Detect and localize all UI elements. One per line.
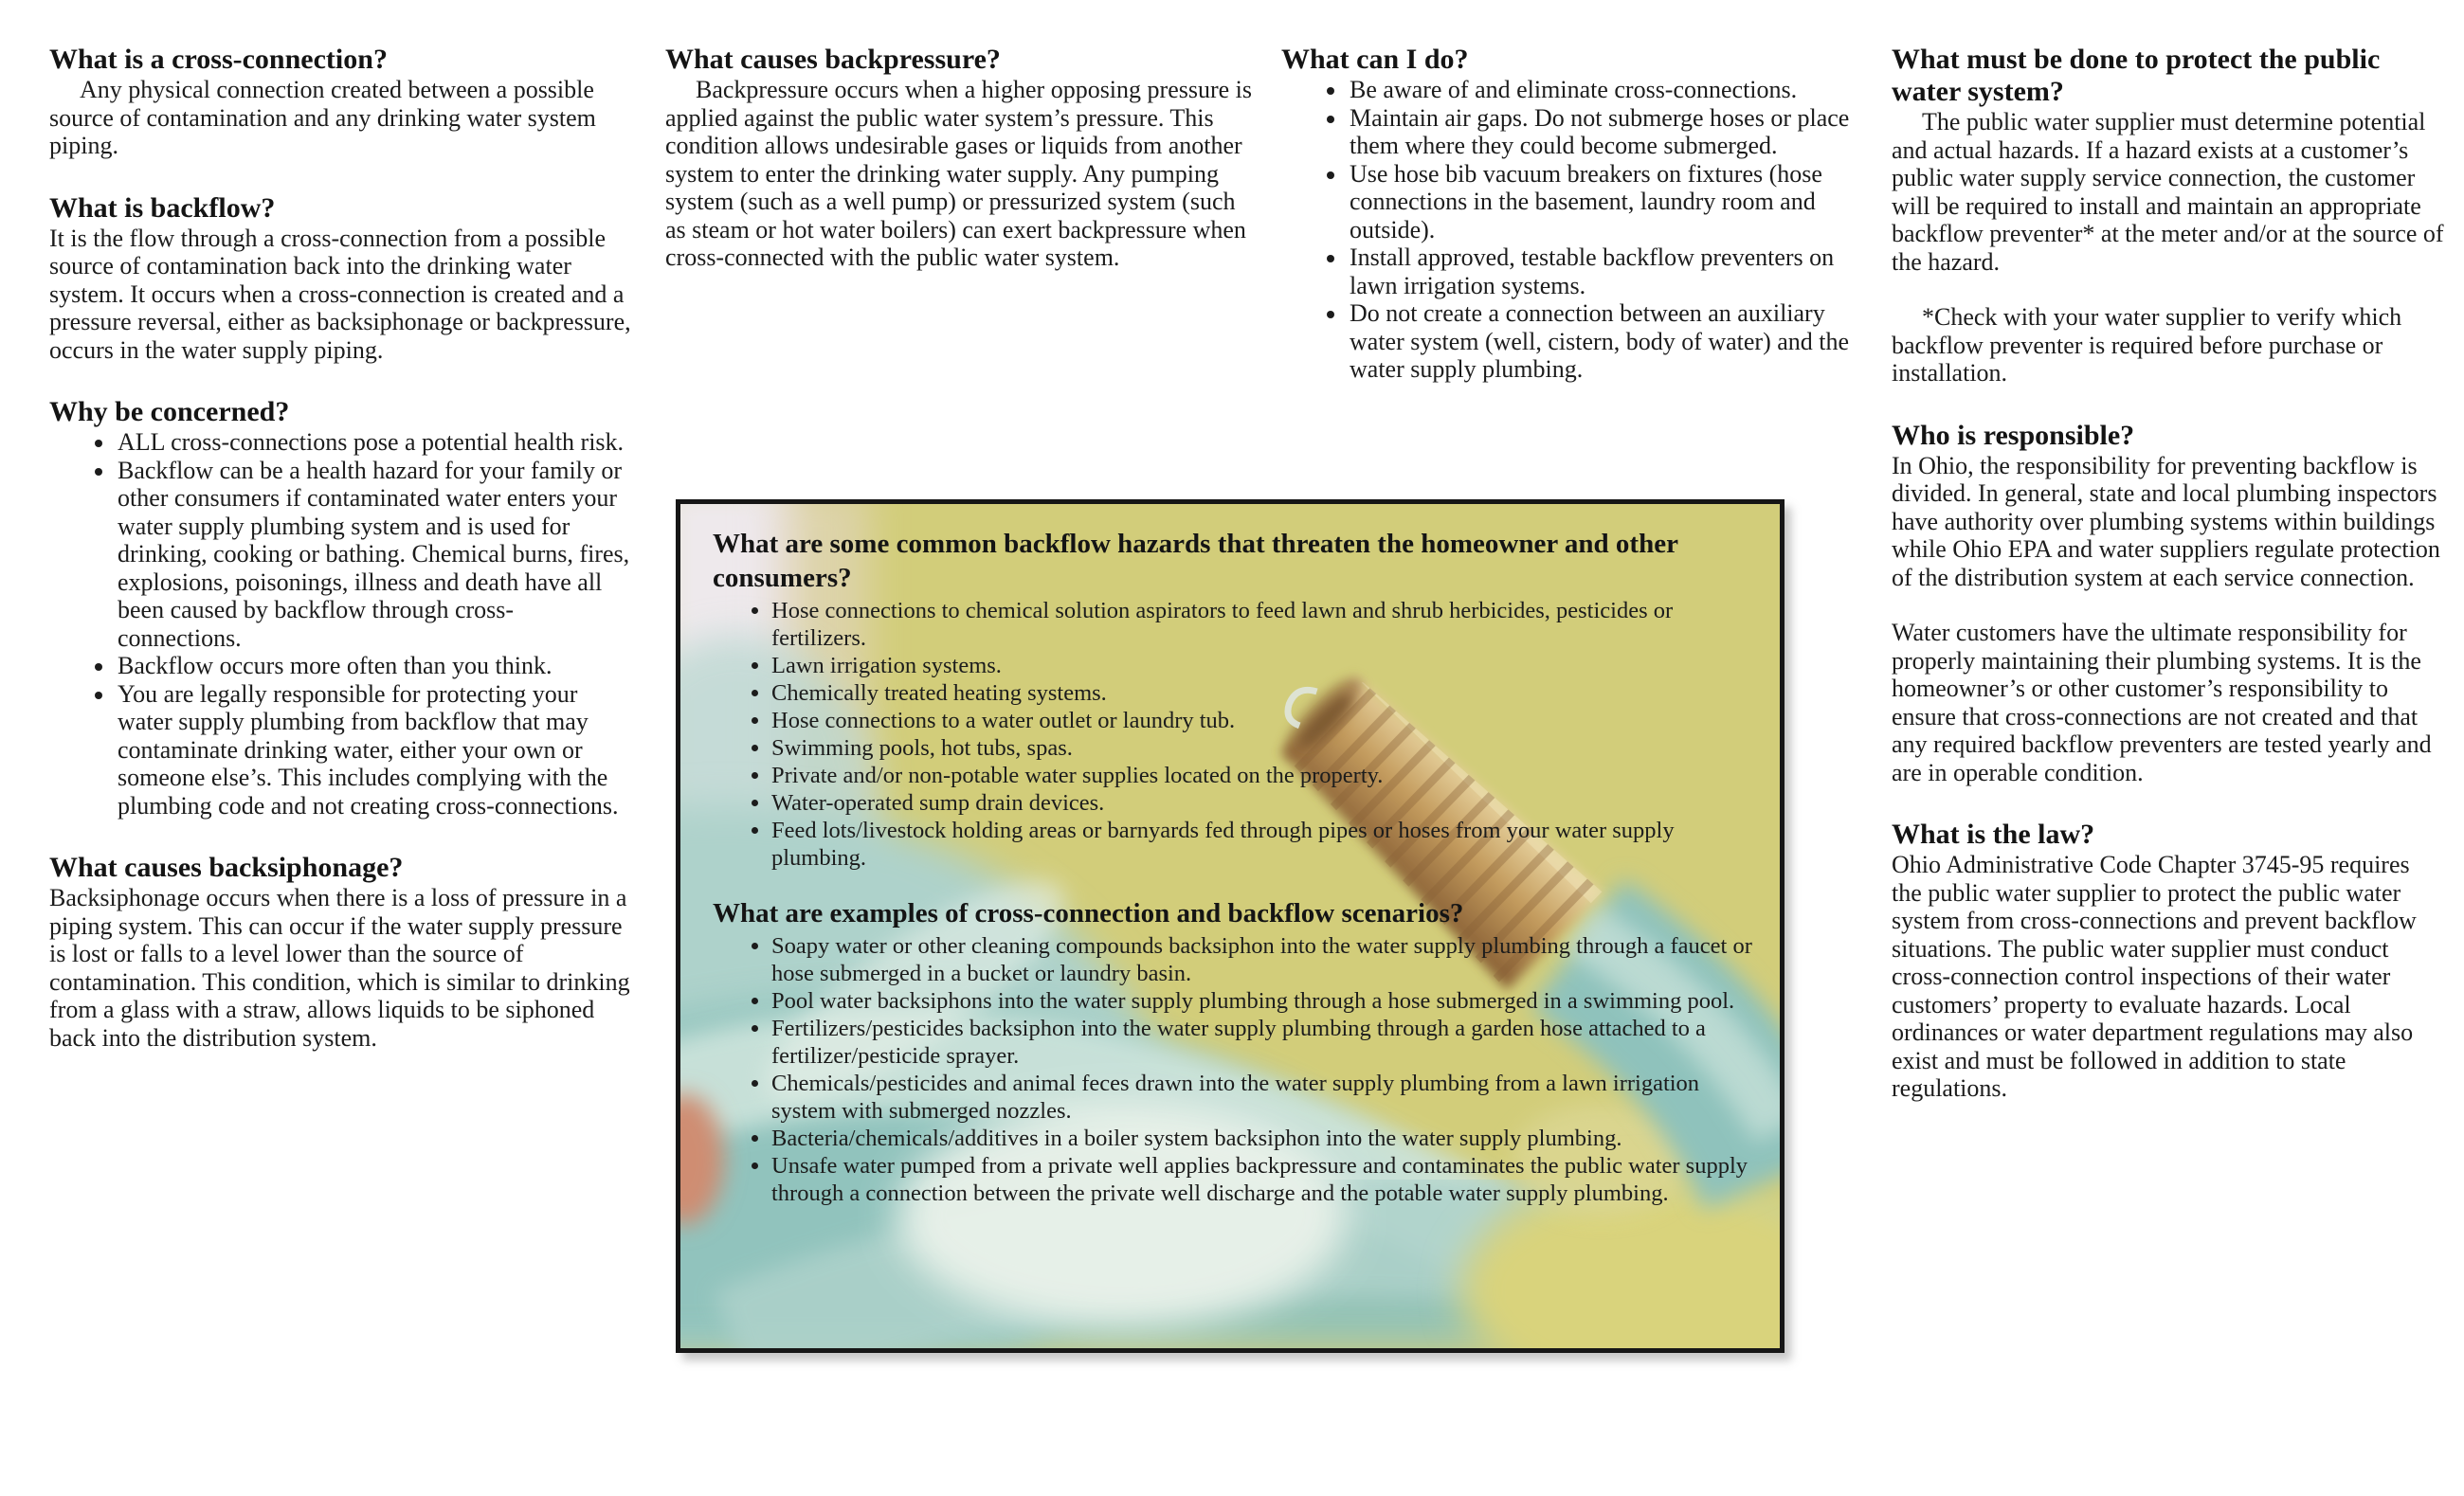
section-why-be-concerned xyxy=(49,396,631,820)
bullet-item: • Do not create a connection between an auxiliary water system (well, cistern, body of water) and the water supply plumbing. xyxy=(1348,299,1873,384)
section-heading: What is backflow? xyxy=(49,191,276,224)
bullet-item: • Swimming pools, hot tubs, spas. xyxy=(771,734,1757,762)
bullet-item: • Unsafe water pumped from a private well applies backpressure and contaminates the public water supply through a connection between the private well discharge and the potable water supply plumbing. xyxy=(771,1152,1757,1207)
section-heading: What must be done to protect the public water system? xyxy=(1892,44,2381,107)
column-1 xyxy=(49,44,631,1084)
bullet-item: • Chemicals/pesticides and animal feces drawn into the water supply plumbing from a lawn irrigation system with submerged nozzles. xyxy=(771,1070,1757,1125)
section-what-is-the-law xyxy=(1892,819,2445,1103)
paragraph: Water customers have the ultimate responsibility for properly maintaining their plumbing systems. It is the homeowner’s or other customer’s responsibility to ensure that cross-connections are not created and that any required backflow preventers are tested yearly and are in operable condition. xyxy=(1892,619,2432,786)
bullet-list xyxy=(49,428,631,820)
paragraph: Backpressure occurs when a higher opposing pressure is applied against the public water system’s pressure. This condition allows undesirable gases or liquids from another system to enter the drinking water supply. Any pumping system (such as a well pump) or pressurized system (such as steam or hot water boilers) can exert backpressure when cross-connected with the public water system. xyxy=(665,76,1253,271)
section-heading: What are some common backflow hazards that threaten the homeowner and other consumers? xyxy=(713,529,1678,593)
section-what-can-i-do xyxy=(1281,44,1873,384)
paragraph: In Ohio, the responsibility for preventing backflow is divided. In general, state and local plumbing inspectors have authority over plumbing systems within buildings while Ohio EPA and water suppliers regulate protection of the distribution system at each service connection. xyxy=(1892,451,2440,591)
section-heading: What causes backpressure? xyxy=(665,44,1001,75)
bullet-item: • Pool water backsiphons into the water supply plumbing through a hose submerged in a swimming pool. xyxy=(771,987,1757,1015)
bullet-item: • Chemically treated heating systems. xyxy=(771,679,1757,707)
paragraph-footnote: *Check with your water supplier to verify which backflow preventer is required before purchase or installation. xyxy=(1892,303,2402,387)
column-2 xyxy=(665,44,1255,304)
bullet-item: • Soapy water or other cleaning compounds backsiphon into the water supply plumbing through a faucet or hose submerged in a bucket or laundry basin. xyxy=(771,932,1757,987)
section-heading: Why be concerned? xyxy=(49,396,290,427)
section-heading: Who is responsible? xyxy=(1892,419,2135,451)
column-4 xyxy=(1892,44,2445,1135)
hazard-box-content xyxy=(680,504,1780,1207)
section-who-is-responsible xyxy=(1892,420,2445,787)
bullet-item: • Backflow can be a health hazard for your family or other consumers if contaminated water enters your water supply plumbing system and is used for drinking, cooking or bathing. Chemical burns, fires, explosions, poisonings, illness and death have all been caused by backflow through cross-connections. xyxy=(116,457,631,653)
bullet-item: • Bacteria/chemicals/additives in a boiler system backsiphon into the water supply plumbing. xyxy=(771,1125,1757,1152)
bullet-item: • Use hose bib vacuum breakers on fixtures (hose connections in the basement, laundry room and outside). xyxy=(1348,160,1873,244)
section-what-is-a-cross-connection xyxy=(49,44,631,160)
bullet-item: • Fertilizers/pesticides backsiphon into the water supply plumbing through a garden hose attached to a fertilizer/pesticide sprayer. xyxy=(771,1015,1757,1070)
bullet-item: • Be aware of and eliminate cross-connections. xyxy=(1348,76,1873,104)
bullet-item: • ALL cross-connections pose a potential health risk. xyxy=(116,428,631,457)
bullet-item: • Backflow occurs more often than you think. xyxy=(116,652,631,680)
section-what-causes-backpressure xyxy=(665,44,1255,272)
paragraph: Ohio Administrative Code Chapter 3745-95 requires the public water supplier to protect the public water system from cross-connections and prevent backflow situations. The public water supplier must conduct cross-connection control inspections of their water customers’ property to evaluate hazards. Local ordinances or water department regulations may also exist and must be followed in addition to state regulations. xyxy=(1892,851,2417,1102)
bullet-item: • Maintain air gaps. Do not submerge hoses or place them where they could become submerged. xyxy=(1348,104,1873,160)
bullet-item: • Hose connections to a water outlet or laundry tub. xyxy=(771,707,1757,734)
bullet-item: • You are legally responsible for protecting your water supply plumbing from backflow that may contaminate drinking water, either your own or someone else’s. This includes complying with the plumbing code and not creating cross-connections. xyxy=(116,680,631,820)
section-heading: What can I do? xyxy=(1281,44,1469,75)
paragraph: It is the flow through a cross-connection from a possible source of contamination back into the drinking water system. It occurs when a cross-connection is created and a pressure reversal, either as backsiphonage or backpressure, occurs in the water supply piping. xyxy=(49,224,631,364)
bullet-list xyxy=(1281,76,1873,384)
hazard-info-box xyxy=(676,499,1785,1353)
bullet-item: • Hose connections to chemical solution aspirators to feed lawn and shrub herbicides, pesticides or fertilizers. xyxy=(771,597,1757,652)
section-what-causes-backsiphonage xyxy=(49,852,631,1052)
bullet-item: • Lawn irrigation systems. xyxy=(771,652,1757,679)
paragraph: Backsiphonage occurs when there is a loss of pressure in a piping system. This can occur if the water supply pressure is lost or falls to a level lower than the source of contamination. This condition, which is similar to drinking from a glass with a straw, allows liquids to be siphoned back into the distribution system. xyxy=(49,884,630,1052)
bullet-list xyxy=(713,932,1757,1207)
bullet-item: • Install approved, testable backflow preventers on lawn irrigation systems. xyxy=(1348,243,1873,299)
section-protect-public-water-system xyxy=(1892,44,2445,388)
column-3 xyxy=(1281,44,1873,416)
section-heading: What is the law? xyxy=(1892,819,2095,850)
section-heading: What are examples of cross-connection and backflow scenarios? xyxy=(713,898,1464,928)
paragraph: Any physical connection created between a possible source of contamination and any drinking water system piping. xyxy=(49,76,596,159)
section-heading: What causes backsiphonage? xyxy=(49,852,404,883)
section-what-is-backflow xyxy=(49,192,631,365)
bullet-list xyxy=(713,597,1757,872)
bullet-item: • Water-operated sump drain devices. xyxy=(771,789,1757,817)
section-heading: What is a cross-connection? xyxy=(49,44,388,75)
bullet-item: • Feed lots/livestock holding areas or barnyards fed through pipes or hoses from your water supply plumbing. xyxy=(771,817,1757,872)
paragraph: The public water supplier must determine potential and actual hazards. If a hazard exists at a customer’s public water supply service connection, the customer will be required to install and maintain an appropriate backflow preventer* at the meter and/or at the source of the hazard. xyxy=(1892,108,2444,276)
bullet-item: • Private and/or non-potable water supplies located on the property. xyxy=(771,762,1757,789)
